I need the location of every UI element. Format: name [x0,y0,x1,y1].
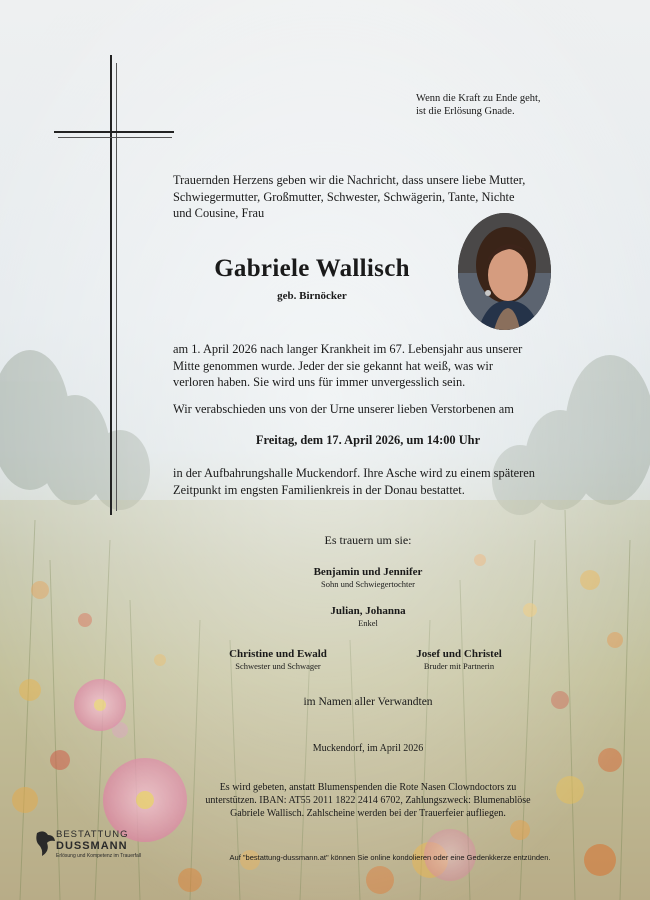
deceased-name: Gabriele Wallisch [214,255,410,282]
mourner-relation: Sohn und Schwiegertochter [321,579,415,589]
mourners-closing: im Namen aller Verwandten [303,696,433,708]
mourner-entry [288,566,448,590]
mourners-heading: Es trauern um sie: [324,533,412,547]
quote-line: ist die Erlösung Gnade. [416,106,515,117]
brand-bottom: DUSSMANN [56,840,128,852]
farewell-intro: Wir verabschieden uns von der Urne unserer lieben Verstorbenen am [173,402,514,416]
mourner-name: Josef und Christel [416,648,502,660]
donation-line: unterstützen. IBAN: AT55 2011 1822 2414 6702, Zahlungszweck: Blumenablöse [205,795,531,806]
brand-tagline: Erlösung und Kompetenz im Trauerfall [56,853,142,859]
epigraph-quote [416,92,541,118]
mourner-name: Christine und Ewald [229,648,327,660]
intro-line: und Cousine, Frau [173,206,265,220]
donation-line: Gabriele Wallisch. Zahlscheine werden bei der Trauerfeier aufliegen. [230,808,506,819]
online-condolence-note: Auf "bestattung-dussmann.at" können Sie online kondolieren oder eine Gedenkkerze entzünden. [229,853,551,862]
quote-line: Wenn die Kraft zu Ende geht, [416,93,541,104]
mourner-relation: Schwester und Schwager [235,661,321,671]
notice-line: verloren haben. Sie wird uns für immer unvergesslich sein. [173,375,466,389]
donation-line: Es wird gebeten, anstatt Blumenspenden die Rote Nasen Clowndoctors zu [219,782,517,793]
intro-line: Trauernden Herzens geben wir die Nachricht, dass unsere liebe Mutter, [173,173,526,187]
place-and-date: Muckendorf, im April 2026 [312,743,424,754]
farewell-location-paragraph [173,465,563,498]
dove-icon [34,829,56,857]
mourner-entry [288,605,448,629]
ceremony-date: Freitag, dem 17. April 2026, um 14:00 Uhr [255,433,481,447]
donation-request [160,781,576,820]
notice-line: am 1. April 2026 nach langer Krankheit im 67. Lebensjahr aus unserer [173,342,523,356]
farewell-line: Zeitpunkt im engsten Familienkreis in der Donau bestattet. [173,482,465,497]
mourner-entry [198,648,358,672]
mourner-entry [379,648,539,672]
mourner-relation: Enkel [358,618,378,628]
mourner-name: Julian, Johanna [330,605,406,617]
cross-icon [52,55,176,515]
death-notice-paragraph [173,341,563,391]
intro-line: Schwiegermutter, Großmutter, Schwester, Schwägerin, Tante, Nichte [173,189,515,204]
notice-line: Mitte genommen wurde. Jeder der sie gekannt hat weiß, was wir [173,358,493,373]
mourner-relation: Bruder mit Partnerin [423,661,495,671]
brand-top: BESTATTUNG [56,829,129,840]
farewell-line: in der Aufbahrungshalle Muckendorf. Ihre Asche wird zu einem späteren [173,466,535,480]
maiden-name: geb. Birnöcker [277,290,347,302]
mourner-name: Benjamin und Jennifer [313,566,423,578]
